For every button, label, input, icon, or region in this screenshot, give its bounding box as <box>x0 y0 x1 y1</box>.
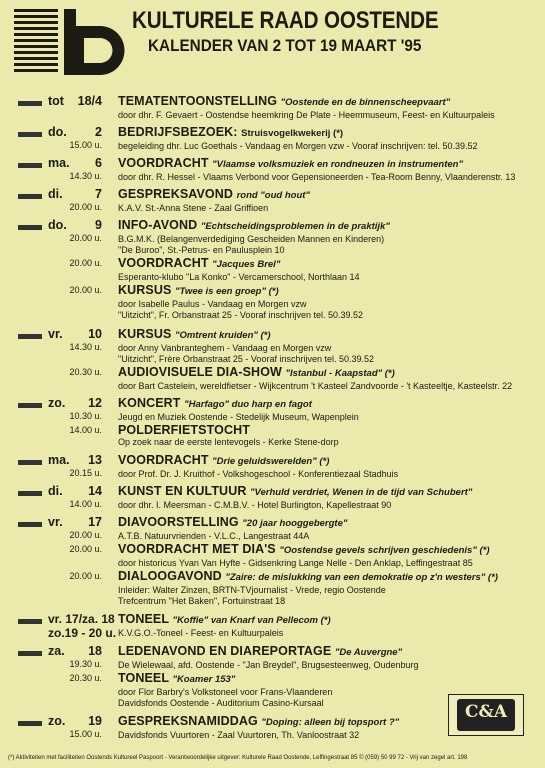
event-subtitle: "Oostendse gevels schrijven geschiedenis" (*) <box>279 545 490 556</box>
event-title <box>118 218 545 234</box>
entry-day-number: 19 <box>88 714 102 728</box>
event-detail: "De Buroo", St.-Petrus- en Paulusplein 10 <box>118 245 285 255</box>
event-detail: door dhr. R. Hessel - Vlaams Verbond voor Gepensioneerden - Tea-Room Benny, Vlaanderenstr. 13 <box>118 172 516 182</box>
event-detail: door dhr. F. Gevaert - Oostendse heemkring De Plate - Heemmuseum, Feest- en Kultuurpaleis <box>118 110 495 120</box>
event-title <box>118 644 545 660</box>
event-detail: Jeugd en Muziek Oostende - Stedelijk Museum, Wapenplein <box>118 412 359 422</box>
event <box>0 484 545 511</box>
event-title-text: INFO-AVOND <box>118 218 198 232</box>
event <box>0 94 545 121</box>
entry-day: zo. <box>48 396 66 410</box>
event-title-text: LEDENAVOND EN DIAREPORTAGE <box>118 644 332 658</box>
event-title-text: AUDIOVISUELE DIA-SHOW <box>118 365 282 379</box>
event-time: 14.30 u. <box>69 342 102 352</box>
event-title-text: VOORDRACHT <box>118 256 209 270</box>
event-subtitle: "Zaire: de mislukking van een demokratie op z'n westers" (*) <box>225 572 498 583</box>
event-subtitle: "Koamer 153" <box>172 674 236 685</box>
event-detail: Davidsfonds Vuurtoren - Zaal Vuurtoren, Th. Vanloostraat 32 <box>118 730 360 740</box>
event-subtitle: "20 jaar hooggebergte" <box>242 518 348 529</box>
event-title-text: VOORDRACHT <box>118 453 209 467</box>
event-title-text: BEDRIJFSBEZOEK: <box>118 125 238 139</box>
event-subtitle: "Vlaamse volksmuziek en rondneuzen in instrumenten" <box>212 159 463 170</box>
entry-day-number: 13 <box>88 453 102 467</box>
calendar-entry <box>0 484 545 511</box>
event <box>0 283 545 321</box>
event-detail: door dhr. I. Meersman - C.M.B.V. - Hotel Burlington, Kapellestraat 90 <box>118 500 392 510</box>
calendar-entry <box>0 612 545 639</box>
event <box>0 423 545 448</box>
page-title: KULTURELE RAAD OOSTENDE <box>132 7 439 34</box>
calendar-entry <box>0 396 545 448</box>
event-subtitle: "Koffie" van Knarf van Pellecom (*) <box>172 615 331 626</box>
event <box>0 515 545 542</box>
event-time: 19.30 u. <box>69 659 102 669</box>
event-subtitle: "Verhuld verdriet, Wenen in de tijd van Schubert" <box>250 487 473 498</box>
event <box>0 125 545 152</box>
event-title <box>118 156 545 172</box>
event-subtitle: "Harfago" duo harp en fagot <box>184 399 312 410</box>
calendar-entry <box>0 187 545 214</box>
event-time: 20.00 u. <box>69 285 102 295</box>
entry-day: vr. <box>48 515 63 529</box>
event-time: 15.00 u. <box>69 140 102 150</box>
entry-day-number: 7 <box>95 187 102 201</box>
event-title <box>118 423 545 437</box>
event-title <box>118 612 545 628</box>
event-time: 14.30 u. <box>69 171 102 181</box>
event-subtitle: "Jacques Brel" <box>212 259 281 270</box>
event-time: 20.15 u. <box>69 468 102 478</box>
event-title <box>118 484 545 500</box>
event-time: 10.30 u. <box>69 411 102 421</box>
event <box>0 396 545 423</box>
event <box>0 644 545 671</box>
kro-logo <box>14 6 126 78</box>
entry-date-extra: zo.19 - 20 u. <box>48 626 117 640</box>
event-title-text: POLDERFIETSTOCHT <box>118 423 250 437</box>
calendar-entry <box>0 218 545 321</box>
entry-day-number: 2 <box>95 125 102 139</box>
event-detail: K.V.G.O.-Toneel - Feest- en Kultuurpaleis <box>118 628 284 638</box>
event-detail: Trefcentrum "Het Baken", Fortuinstraat 18 <box>118 596 286 606</box>
event-time: 20.00 u. <box>69 530 102 540</box>
event-subtitle: "De Auvergne" <box>334 647 403 658</box>
sponsor-logo <box>448 694 524 736</box>
event-detail: K.A.V. St.-Anna Stene - Zaal Griffioen <box>118 203 269 213</box>
event-title <box>118 256 545 272</box>
event-title-text: VOORDRACHT MET DIA'S <box>118 542 276 556</box>
calendar-list <box>0 90 545 741</box>
event-subtitle: rond "oud hout" <box>236 190 310 201</box>
entry-day-number: 18 <box>88 644 102 658</box>
entry-day: ma. <box>48 453 70 467</box>
event-title <box>118 569 545 585</box>
event-title <box>118 515 545 531</box>
event-detail: De Wielewaal, afd. Oostende - "Jan Breydel", Brugsesteenweg, Oudenburg <box>118 660 419 670</box>
calendar-entry <box>0 125 545 152</box>
event-title <box>118 283 545 299</box>
event-title-text: GESPREKSNAMIDDAG <box>118 714 258 728</box>
event <box>0 156 545 183</box>
event <box>0 256 545 283</box>
entry-day: do. <box>48 218 67 232</box>
event-title-text: KUNST EN KULTUUR <box>118 484 247 498</box>
event-title <box>118 327 545 343</box>
event <box>0 187 545 214</box>
ca-logo-text: C&A <box>464 702 508 722</box>
event-detail: Inleider: Walter Zinzen, BRTN-TVjournalist - Vrede, regio Oostende <box>118 585 386 595</box>
event-detail: A.T.B. Natuurvrienden - V.L.C., Langestraat 44A <box>118 531 310 541</box>
entry-day-number: 14 <box>88 484 102 498</box>
event-time: 20.00 u. <box>69 202 102 212</box>
event-subtitle: "Twee is een groep" (*) <box>174 286 279 297</box>
footer-note: (*) Aktiviteiten met faciliteiten Oostends Kultureel Paspoort - Verantwoordelijke uitgever: Kulturele Raad Oostende, Leffingestraat 85 © (059) 50 99 72 - Vrij van zegel art. 198 <box>8 755 468 761</box>
entry-day-number: 6 <box>95 156 102 170</box>
event-time: 14.00 u. <box>69 425 102 435</box>
event-subtitle: Struisvogelkwekerij (*) <box>241 128 344 139</box>
event-detail: door Isabelle Paulus - Vandaag en Morgen vzw <box>118 299 307 309</box>
entry-day: zo. <box>48 714 66 728</box>
event-detail: door Flor Barbry's Volkstoneel voor Frans-Vlaanderen <box>118 687 333 697</box>
event <box>0 218 545 256</box>
entry-day: di. <box>48 484 63 498</box>
event-title-text: KURSUS <box>118 327 172 341</box>
event-subtitle: "Echtscheidingsproblemen in de praktijk" <box>200 221 390 232</box>
entry-day-number: 17 <box>88 515 102 529</box>
event-title <box>118 542 545 558</box>
event-title-text: VOORDRACHT <box>118 156 209 170</box>
entry-day-number: 18/4 <box>77 94 102 108</box>
calendar-entry <box>0 515 545 607</box>
event-detail: door historicus Yvan Van Hyfte - Gidsenkring Lange Nelle - Den Anklap, Leffingestraat 85 <box>118 558 473 568</box>
event <box>0 542 545 569</box>
event <box>0 612 545 639</box>
event-time: 20.00 u. <box>69 544 102 554</box>
event-time: 20.00 u. <box>69 258 102 268</box>
event-detail: door Bart Castelein, wereldfietser - Wijkcentrum 't Kasteel Zandvoorde - 't Kasteeltje, Kasteelstr. 22 <box>118 381 513 391</box>
entry-day: di. <box>48 187 63 201</box>
event-time: 20.00 u. <box>69 233 102 243</box>
event <box>0 327 545 365</box>
event-title-text: GESPREKSAVOND <box>118 187 233 201</box>
event-detail: Davidsfonds Oostende - Auditorium Casino-Kursaal <box>118 698 324 708</box>
entry-date: vr. 17/za. 18 <box>48 612 115 626</box>
event-time: 20.30 u. <box>69 673 102 683</box>
event-detail: door Anny Vanbranteghem - Vandaag en Morgen vzw <box>118 343 332 353</box>
event-title <box>118 671 545 687</box>
event-detail: "Uitzicht", Fr. Orbanstraat 25 - Vooraf inschrijven tel. 50.39.52 <box>118 310 364 320</box>
event-title-text: TEMATENTOONSTELLING <box>118 94 278 108</box>
event-time: 20.30 u. <box>69 367 102 377</box>
event-title-text: KURSUS <box>118 283 172 297</box>
event-detail: "Uitzicht", Frère Orbanstraat 25 - Vooraf inschrijven tel. 50.39.52 <box>118 354 375 364</box>
event-detail: door Prof. Dr. J. Kruithof - Volkshogeschool - Konferentiezaal Stadhuis <box>118 469 399 479</box>
event-title-text: DIAVOORSTELLING <box>118 515 239 529</box>
event <box>0 365 545 392</box>
entry-day: ma. <box>48 156 70 170</box>
event-title <box>118 365 545 381</box>
event-subtitle: "Doping: alleen bij topsport ?" <box>261 717 400 728</box>
entry-day-number: 9 <box>95 218 102 232</box>
calendar-entry <box>0 94 545 121</box>
event-title-text: KONCERT <box>118 396 181 410</box>
event <box>0 453 545 480</box>
event-subtitle: "Istanbul - Kaapstad" (*) <box>285 368 395 379</box>
event-time: 15.00 u. <box>69 729 102 739</box>
event-title <box>118 187 545 203</box>
event-detail: Op zoek naar de eerste lentevogels - Kerke Stene-dorp <box>118 437 339 447</box>
event-time: 20.00 u. <box>69 571 102 581</box>
entry-day: za. <box>48 644 65 658</box>
event-title <box>118 453 545 469</box>
entry-day: tot <box>48 94 64 108</box>
entry-day-number: 12 <box>88 396 102 410</box>
entry-day-number: 10 <box>88 327 102 341</box>
event-time: 14.00 u. <box>69 499 102 509</box>
entry-day: do. <box>48 125 67 139</box>
event-title <box>118 396 545 412</box>
event-title-text: DIALOOGAVOND <box>118 569 222 583</box>
event-title <box>118 94 545 110</box>
calendar-entry <box>0 156 545 183</box>
event-title-text: TONEEL <box>118 671 169 685</box>
event <box>0 569 545 607</box>
calendar-entry <box>0 327 545 392</box>
event-subtitle: "Oostende en de binnenscheepvaart" <box>280 97 451 108</box>
event-title-text: TONEEL <box>118 612 169 626</box>
event-subtitle: "Drie geluidswerelden" (*) <box>212 456 330 467</box>
event-detail: begeleiding dhr. Luc Goethals - Vandaag en Morgen vzw - Vooraf inschrijven: tel. 50.39.52 <box>118 141 478 151</box>
page-subtitle: KALENDER VAN 2 TOT 19 MAART '95 <box>148 36 422 55</box>
event-detail: B.G.M.K. (Belangenverdediging Gescheiden Mannen en Kinderen) <box>118 234 385 244</box>
event-subtitle: "Omtrent kruiden" (*) <box>174 330 271 341</box>
event-title <box>118 125 545 141</box>
calendar-entry <box>0 453 545 480</box>
entry-day: vr. <box>48 327 63 341</box>
event-detail: Esperanto-klubo "La Konko" - Vercamerschool, Northlaan 14 <box>118 272 360 282</box>
